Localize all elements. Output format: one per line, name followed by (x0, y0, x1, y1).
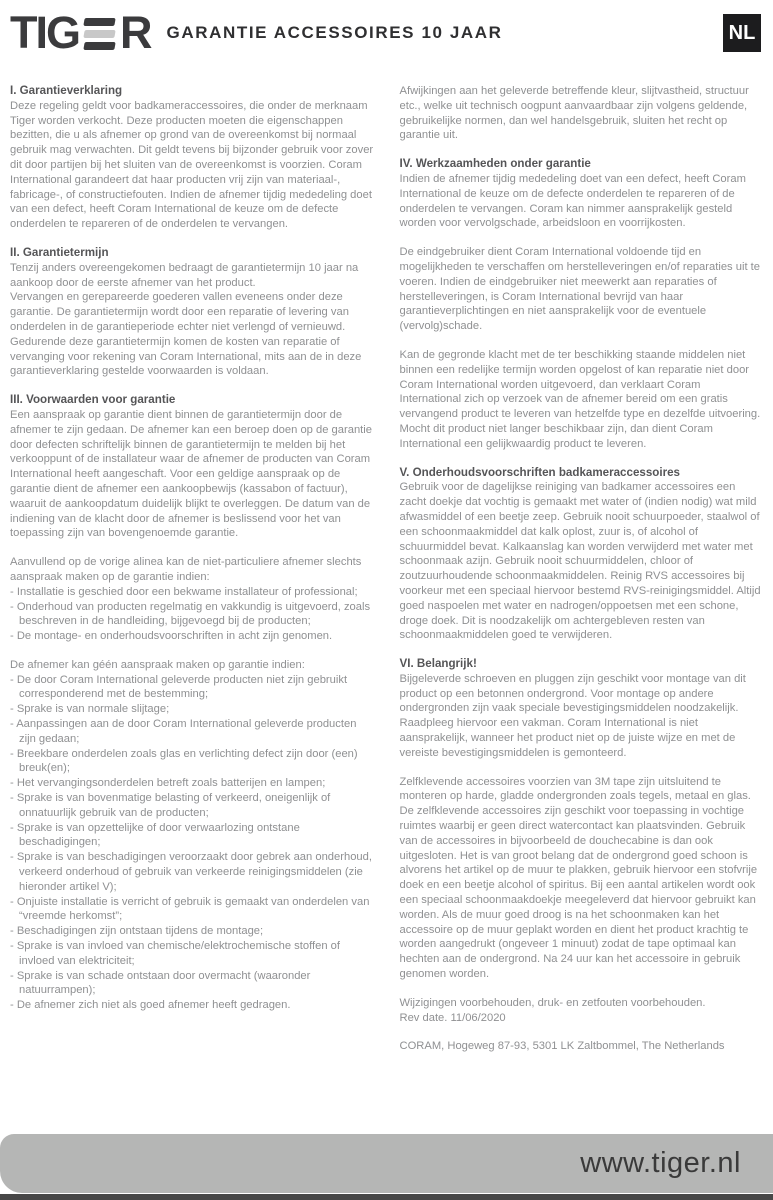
left-column (10, 84, 374, 1054)
section-paragraph: Gedurende deze garantietermijn komen de kosten van reparatie of vervanging voor rekening van Coram International, mits aan de in deze garantieverklaring gestelde voorwaarden is voldaan. (10, 335, 362, 378)
section-paragraph: Gebruik voor de dagelijkse reiniging van badkamer accessoires een zacht doekje dat vochtig is gemaakt met water of (indien nodig) wat mild afwasmiddel of een beetje zeep. Gebruik nooit schuurpoeder, staalwol of een schoonmaakmiddel dat kalk oplost, zuur is, of alcohol of schuurmiddel bevat. Kalkaanslag kan worden verwijderd met water met schoonmaak azijn. Gebruik nooit schuurmiddelen, chloor of zoutzuurhoudende schoonmaakmiddelen. Reinig RVS accessoires bij voorkeur met een speciaal hiervoor bestemd RVS-reinigingsmiddel. Altijd goed naspoelen met water en nadrogen/oppoetsen met een schone, droge doek. Dit is noodzakelijk om achtergebleven resten van schoonmaakmiddelen goed te verwijderen. (399, 481, 761, 642)
page-bottom-edge (0, 1194, 773, 1200)
section-paragraph: De eindgebruiker dient Coram International voldoende tijd en mogelijkheden te verschaffen om herstelleveringen en/of reparaties uit te voeren. Indien de eindgebruiker niet meewerkt aan reparaties of herstelleveringen, is Coram International bevrijd van haar garantieverplichtingen en niet aansprakelijk voor de eventuele (vervolg)schade. (399, 246, 760, 333)
section-paragraph: Bijgeleverde schroeven en pluggen zijn geschikt voor montage van dit product op een betonnen ondergrond. Voor montage op andere ondergronden zijn vaak speciale bevestigingsmiddelen noodzakelijk. Raadpleeg hiervoor een vakman. Coram International is niet aansprakelijk, wanneer het product niet op de juiste wijze en met de vereiste bevestigingsmiddelen is gemonteerd. (399, 672, 746, 759)
list-item: - Onderhoud van producten regelmatig en vakkundig is uitgevoerd, zoals beschreven in de handleiding, bijgevoegd bij de producten; (10, 600, 371, 628)
section-title: VI. Belangrijk! (399, 657, 477, 671)
list-intro: Aanvullend op de vorige alinea kan de niet-particuliere afnemer slechts aanspraak maken op de garantie indien: (10, 556, 362, 583)
footer-bar (0, 1134, 773, 1193)
section-garantietermijn (10, 246, 374, 379)
section-paragraph: Indien de afnemer tijdig mededeling doet van een defect, heeft Coram International de keuze om de defecte onderdelen te repareren of de onderdelen te vervangen. Coram kan nimmer aansprakelijk gesteld worden voor vervolgschade, arbeidsloon en voorrijkosten. (399, 172, 746, 230)
list-item: - Onjuiste installatie is verricht of gebruik is gemaakt van onderdelen van “vreemde herkomst”; (10, 895, 370, 923)
list-item: - De montage- en onderhoudsvoorschriften in acht zijn genomen. (10, 630, 333, 643)
section-title: I. Garantieverklaring (10, 84, 123, 97)
section-paragraph: Tenzij anders overeengekomen bedraagt de garantietermijn 10 jaar na aankoop door de eerste afnemer van het product. (10, 261, 359, 289)
deviations-paragraph-block (400, 84, 764, 143)
list-item: - Sprake is van schade ontstaan door overmacht (waaronder natuurrampen); (10, 969, 311, 997)
section-paragraph: Vervangen en gerepareerde goederen vallen eveneens onder deze garantie. De garantietermijn wordt door een reparatie of levering van onderdelen in de garantieperiode echter niet verlengd of vernieuwd. (10, 291, 349, 333)
section-garantieverklaring (10, 84, 374, 232)
section-paragraph: Zelfklevende accessoires voorzien van 3M tape zijn uitsluitend te monteren op harde, gladde ondergronden zoals tegels, metaal en glas. De zelfklevende accessoires zijn geschikt voor toepassing in vochtige ruimtes waarbij er geen direct watercontact kan plaatsvinden. Gebruik van de accessoires in bijvoorbeeld de douchecabine is dan ook uitgesloten. Het is van groot belang dat de ondergrond goed schoon is alvorens het artikel op de muur te plakken, gebruik hiervoor een stofvrije doek en een beetje alcohol of spiritus. Bij een aantal artikelen wordt ook een speciaal schoonmaakdoekje meegeleverd dat hiervoor gebruikt kan worden. Als de muur goed droog is na het schoonmaken kan het accessoire op de muur geplakt worden en dient het product krachtig te worden aangedrukt (ongeveer 1 minuut) zodat de tape optimaal kan hechten aan de ondergrond. Na 24 uur kan het accessoire in gebruik genomen worden. (399, 775, 758, 981)
document-header (10, 8, 763, 58)
section-title: II. Garantietermijn (10, 245, 109, 259)
disclaimer-block (400, 996, 764, 1026)
list-item: - Sprake is van normale slijtage; (10, 703, 170, 716)
disclaimer-text: Wijzigingen voorbehouden, druk- en zetfouten voorbehouden. (399, 996, 706, 1009)
section-werkzaamheden (400, 157, 764, 231)
section-paragraph: Kan de gegronde klacht met de ter beschikking staande middelen niet binnen een redelijke termijn worden opgelost of kan reparatie niet door Coram International worden uitgevoerd, dan verklaart Coram International zich op verzoek van de afnemer bereid om een gratis vervangend product te leveren van hetzelfde type en dezelfde uitvoering. Mocht dit product niet langer beschikbaar zijn, dan dient Coram International een gelijkwaardig product te leveren. (399, 348, 761, 450)
company-address: CORAM, Hogeweg 87-93, 5301 LK Zaltbommel, The Netherlands (399, 1040, 725, 1053)
claims-conditions-list (10, 555, 374, 644)
tiger-logo (10, 7, 151, 58)
page-title: GARANTIE ACCESSOIRES 10 JAAR (166, 23, 503, 42)
website-url: www.tiger.nl (580, 1147, 741, 1179)
section-voorwaarden (10, 393, 374, 541)
section-paragraph: Een aanspraak op garantie dient binnen de garantietermijn door de afnemer te zijn gedaan. De afnemer kan een beroep doen op de garantie door defecten schriftelijk binnen de garantietermijn te melden bij het verkooppunt of de installateur waar de afnemer de producten van Coram International heeft aangeschaft. Voor een geldige aanspraak op de garantie dient de afnemer een aankoopbewijs (kassabon of factuur), waaruit de aankoopdatum duidelijk blijkt te overleggen. De datum van de indiening van de klacht door de afnemer is beslissend voor het van toepassing zijn van bovengenoemde garantie. (10, 408, 372, 540)
list-intro: De afnemer kan géén aanspraak maken op garantie indien: (10, 658, 305, 671)
list-item: - Sprake is van invloed van chemische/elektrochemische stoffen of invloed van elektriciteit; (10, 940, 340, 967)
section-title: IV. Werkzaamheden onder garantie (399, 157, 591, 171)
list-item: - De door Coram International geleverde producten niet zijn gebruikt corresponderend met de bestemming; (10, 673, 348, 701)
list-item: - Breekbare onderdelen zoals glas en verlichting defect zijn door (een) breuk(en); (10, 747, 358, 775)
tiger-logo-text-right: R (120, 7, 151, 58)
right-column (400, 84, 764, 1054)
section-belangrijk (400, 657, 764, 761)
section-werkzaamheden-p2 (400, 245, 764, 334)
language-badge: NL (723, 14, 761, 52)
list-item: - Het vervangingsonderdelen betreft zoals batterijen en lampen; (10, 777, 326, 790)
section-title: V. Onderhoudsvoorschriften badkameraccessoires (399, 465, 681, 479)
company-address-block (400, 1039, 764, 1054)
tiger-logo-stylized-e-icon (84, 17, 115, 51)
section-paragraph: Deze regeling geldt voor badkameraccessoires, die onder de merknaam Tiger worden verkocht. Deze producten moeten die eigenschappen bezitten, die u als afnemer op grond van de overeenkomst bij normaal gebruik mag verwachten. Dit geldt tevens bij bijzonder gebruik voor zover dit door partijen bij het sluiten van de overeenkomst is voorzien. Coram International garandeert dat haar producten vrij zijn van materiaal-, fabricage-, of constructiefouten. Indien de afnemer tijdig mededeling doet van een defect, heeft Coram International de keuze om de defecte onderdelen te repareren of de onderdelen te vervangen. (10, 99, 374, 231)
tiger-logo-text-left: TIG (10, 7, 79, 58)
list-item: - Sprake is van bovenmatige belasting of verkeerd, oneigenlijk of onnatuurlijk gebruik van de producten; (10, 792, 331, 819)
list-item: - De afnemer zich niet als goed afnemer heeft gedragen. (10, 999, 291, 1012)
list-item: - Aanpassingen aan de door Coram International geleverde producten zijn gedaan; (10, 718, 357, 745)
section-werkzaamheden-p3 (400, 348, 764, 452)
section-onderhoudsvoorschriften (400, 466, 764, 644)
section-paragraph: Afwijkingen aan het geleverde betreffende kleur, slijtvastheid, structuur etc., welke uit technisch oogpunt aanvaardbaar zijn volgens geldende, gebruikelijke normen, dan wel handelsgebruik, sluiten het recht op garantie uit. (399, 85, 749, 142)
exclusions-list (10, 658, 374, 1013)
list-item: - Sprake is van beschadigingen veroorzaakt door gebrek aan onderhoud, verkeerd onderhoud of gebruik van verkeerde reinigingsmiddelen (zie hieronder artikel V); (10, 851, 372, 893)
content-columns (10, 58, 763, 1054)
section-title: III. Voorwaarden voor garantie (10, 393, 176, 407)
revision-date: Rev date. 11/06/2020 (399, 1011, 506, 1024)
list-item: - Installatie is geschied door een bekwame installateur of professional; (10, 585, 358, 598)
section-belangrijk-p2 (400, 775, 764, 982)
list-item: - Beschadigingen zijn ontstaan tijdens de montage; (10, 925, 264, 938)
list-item: - Sprake is van opzettelijke of door verwaarlozing ontstane beschadigingen; (10, 821, 300, 849)
